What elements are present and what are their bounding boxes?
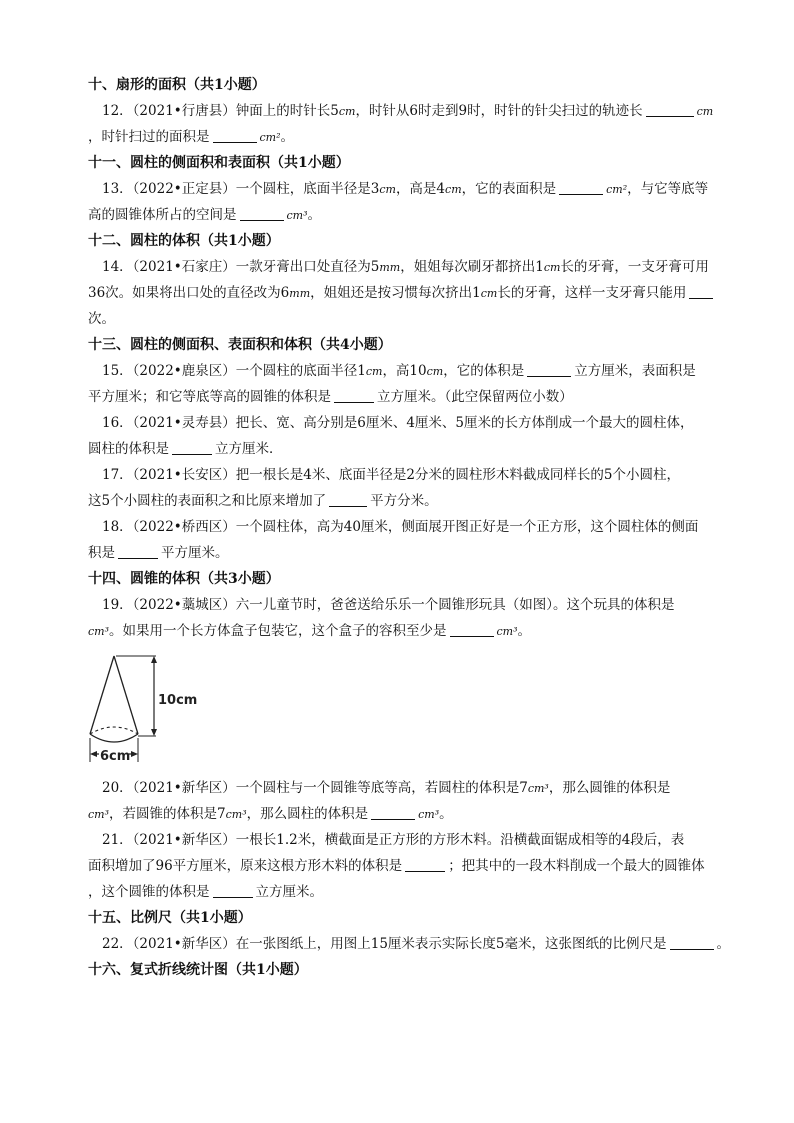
- text: 20．（2021•新华区）一个圆柱与一个圆锥等底等高，若圆柱的体积是7: [102, 780, 528, 796]
- text: 。: [716, 936, 731, 952]
- text: 22．（2021•新华区）在一张图纸上，用图上15厘米表示实际长度5毫米，这张图纸的比例尺是: [102, 936, 667, 952]
- cone-left-edge: [90, 656, 114, 734]
- section-heading-13: 十三、圆柱的侧面积、表面积和体积（共4小题）: [88, 337, 392, 353]
- answer-blank[interactable]: [172, 440, 212, 455]
- text: 14．（2021•石家庄）一款牙膏出口处直径为5: [102, 259, 380, 275]
- text: 。如果用一个长方体盒子包装它，这个盒子的容积至少是: [109, 623, 447, 639]
- text: 。: [439, 806, 453, 822]
- question-18-line-1: [88, 514, 720, 540]
- answer-blank[interactable]: [689, 284, 713, 299]
- unit: cm³: [418, 808, 440, 821]
- unit: cm³: [496, 625, 518, 638]
- unit: cm³: [88, 808, 110, 821]
- question-19-line-2: [88, 618, 720, 644]
- text: 长的牙膏，一支牙膏可用: [560, 259, 709, 275]
- text: 。: [517, 623, 532, 639]
- section-heading-14: 十四、圆锥的体积（共3小题）: [88, 571, 280, 587]
- cone-base-front: [90, 734, 138, 742]
- question-22-line-1: [88, 931, 731, 957]
- cone-figure: [76, 650, 198, 765]
- unit: mm: [289, 287, 311, 300]
- text: 面积增加了96平方厘米，原来这根方形木料的体积是: [88, 858, 403, 874]
- width-label: 6cm: [100, 749, 131, 764]
- height-arrow-top: [151, 656, 157, 663]
- unit: cm: [426, 365, 444, 378]
- unit: cm³: [527, 782, 549, 795]
- text: 。: [280, 129, 295, 145]
- text: 积是: [88, 545, 115, 561]
- unit: cm: [338, 105, 356, 118]
- question-12-line-2: [88, 124, 720, 150]
- text: 平方厘米；和它等底等高的圆锥的体积是: [88, 389, 331, 405]
- question-13-line-2: [88, 202, 720, 228]
- text: ，它的表面积是: [461, 181, 557, 197]
- unit: cm: [480, 287, 498, 300]
- unit: cm: [365, 365, 383, 378]
- height-label: 10cm: [158, 693, 198, 708]
- text: 立方厘米。: [255, 884, 323, 900]
- text: 15．（2022•鹿泉区）一个圆柱的底面半径1: [102, 363, 366, 379]
- section-heading-16: 十六、复式折线统计图（共1小题）: [88, 962, 308, 978]
- text: ，与它等底等: [627, 181, 709, 197]
- question-21-line-2: [88, 853, 720, 879]
- answer-blank[interactable]: [371, 805, 415, 820]
- answer-blank[interactable]: [334, 388, 374, 403]
- text: 17．（2021•长安区）把一根长是4米、底面半径是2分米的圆柱形木料截成同样长的5个小圆柱，: [102, 467, 681, 483]
- question-14-line-2: [88, 280, 720, 306]
- question-16-line-1: [88, 410, 720, 436]
- text: 次。: [88, 311, 115, 327]
- text: ，时针扫过的面积是: [88, 129, 210, 145]
- question-20-line-1: [88, 775, 720, 801]
- text: ，姐姐每次刷牙都挤出1: [400, 259, 544, 275]
- text: ，姐姐还是按习惯每次挤出1: [310, 285, 481, 301]
- text: ，高10: [382, 363, 427, 379]
- answer-blank[interactable]: [213, 883, 253, 898]
- text: 圆柱的体积是: [88, 441, 169, 457]
- question-20-line-2: [88, 801, 720, 827]
- text: 36次。如果将出口处的直径改为6: [88, 285, 290, 301]
- answer-blank[interactable]: [646, 102, 694, 117]
- unit: cm³: [88, 625, 110, 638]
- question-14-line-3: [88, 306, 720, 332]
- text: 16．（2021•灵寿县）把长、宽、高分别是6厘米、4厘米、5厘米的长方体削成一个最大的圆柱体，: [102, 415, 694, 431]
- unit: cm: [696, 105, 714, 118]
- text: 高的圆锥体所占的空间是: [88, 207, 237, 223]
- answer-blank[interactable]: [670, 935, 714, 950]
- answer-blank[interactable]: [213, 128, 257, 143]
- question-16-line-2: [88, 436, 720, 462]
- text: ，它的体积是: [443, 363, 525, 379]
- unit: cm²: [606, 183, 628, 196]
- question-13-line-1: [88, 176, 720, 202]
- document-content: [88, 72, 731, 983]
- cone-base-back: [90, 727, 138, 734]
- question-17-line-1: [88, 462, 720, 488]
- text: 立方厘米．: [215, 441, 283, 457]
- text: 21．（2021•新华区）一根长1.2米，横截面是正方形的方形木料。沿横截面锯成相等的4段后，表: [102, 832, 685, 848]
- text: ，这个圆锥的体积是: [88, 884, 210, 900]
- text: ，那么圆柱的体积是: [246, 806, 369, 822]
- section-heading-15: 十五、比例尺（共1小题）: [88, 910, 252, 926]
- unit: cm: [379, 183, 396, 196]
- text: 。: [307, 207, 322, 223]
- text: 立方厘米，表面积是: [574, 363, 696, 379]
- text: ，高是4: [395, 181, 446, 197]
- question-21-line-3: [88, 879, 720, 905]
- answer-blank[interactable]: [118, 544, 158, 559]
- question-21-line-1: [88, 827, 720, 853]
- text: ；把其中的一段木料削成一个最大的圆锥体: [448, 858, 705, 874]
- text: ，时针从6时走到9时，时针的针尖扫过的轨迹长: [355, 103, 643, 119]
- width-arrow-right: [131, 751, 138, 757]
- cone-diagram: [76, 650, 198, 765]
- unit: cm: [543, 261, 561, 274]
- question-19-line-1: [88, 592, 720, 618]
- answer-blank[interactable]: [329, 492, 367, 507]
- question-15-line-2: [88, 384, 720, 410]
- unit: cm³: [225, 808, 247, 821]
- cone-right-edge: [114, 656, 138, 734]
- text: 13．（2022•正定县）一个圆柱，底面半径是3: [102, 181, 380, 197]
- question-17-line-2: [88, 488, 720, 514]
- text: 12．（2021•行唐县）钟面上的时针长5: [102, 103, 339, 119]
- text: 18．（2022•桥西区）一个圆柱体，高为40厘米，侧面展开图正好是一个正方形，这个圆柱体的侧面: [102, 519, 699, 535]
- text: 长的牙膏，这样一支牙膏只能用: [497, 285, 687, 301]
- text: 平方分米。: [370, 493, 438, 509]
- answer-blank[interactable]: [450, 622, 494, 637]
- answer-blank[interactable]: [240, 206, 284, 221]
- text: 这5个小圆柱的表面积之和比原来增加了: [88, 493, 327, 509]
- height-arrow-bottom: [151, 729, 157, 736]
- section-heading-11: 十一、圆柱的侧面积和表面积（共1小题）: [88, 155, 350, 171]
- unit: cm: [445, 183, 462, 196]
- text: ，那么圆锥的体积是: [548, 780, 671, 796]
- text: 立方厘米。（此空保留两位小数）: [377, 389, 573, 405]
- section-heading-10: 十、扇形的面积（共1小题）: [88, 77, 266, 93]
- answer-blank[interactable]: [559, 180, 603, 195]
- section-heading-12: 十二、圆柱的体积（共1小题）: [88, 233, 280, 249]
- width-arrow-left: [90, 751, 97, 757]
- question-18-line-2: [88, 540, 720, 566]
- unit: cm³: [286, 209, 308, 222]
- unit: mm: [379, 261, 401, 274]
- question-12-line-1: [88, 98, 720, 124]
- unit: cm²: [259, 131, 281, 144]
- text: 19．（2022•藁城区）六一儿童节时，爸爸送给乐乐一个圆锥形玩具（如图）。这个玩具的体积是: [102, 597, 675, 613]
- text: ，若圆锥的体积是7: [109, 806, 226, 822]
- answer-blank[interactable]: [405, 857, 445, 872]
- answer-blank[interactable]: [527, 362, 571, 377]
- question-15-line-1: [88, 358, 720, 384]
- text: 平方厘米。: [161, 545, 229, 561]
- question-14-line-1: [88, 254, 720, 280]
